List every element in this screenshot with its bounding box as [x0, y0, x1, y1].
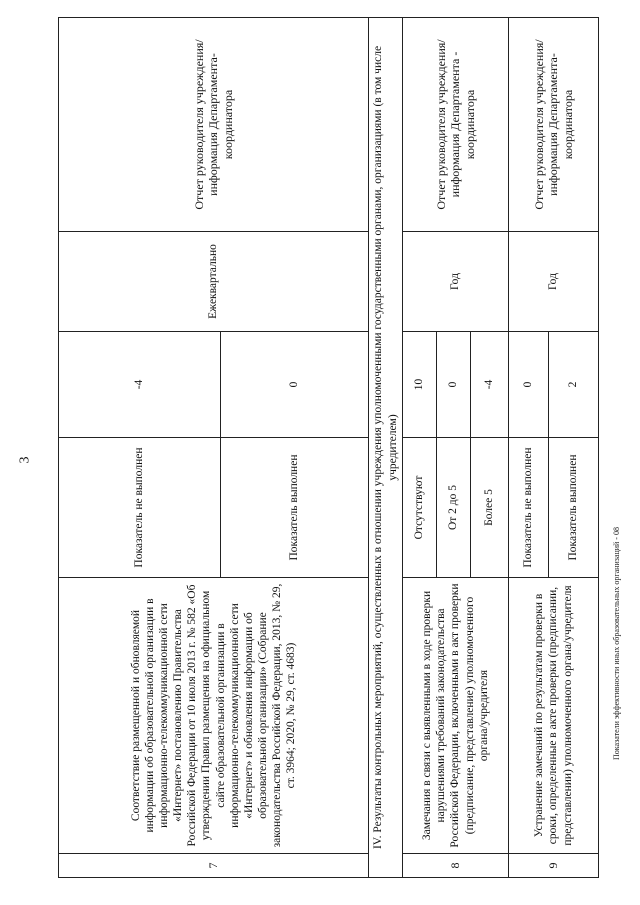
source-cell: Отчет руководителя учреждения/информация Департамента-координатора	[509, 18, 599, 232]
score-cell: 0	[509, 332, 549, 438]
table-row	[509, 18, 549, 878]
source-cell: Отчет руководителя учреждения/информация Департамента - координатора	[403, 18, 509, 232]
source-cell: Отчет руководителя учреждения/информация Департамента-координатора	[59, 18, 369, 232]
condition-cell: Более 5	[471, 438, 509, 578]
row-number: 8	[403, 854, 509, 878]
score-cell: -4	[471, 332, 509, 438]
period-cell: Год	[403, 232, 509, 332]
criterion-cell: Замечания в связи с выявленными в ходе проверки нарушениями требований законодательства Российской Федерации, включенными в акт проверки (предписание, представление) уполномоченного органа/учредителя	[403, 578, 509, 854]
score-cell: 2	[549, 332, 599, 438]
condition-cell: Показатель выполнен	[549, 438, 599, 578]
table-row	[59, 18, 221, 878]
period-cell: Год	[509, 232, 599, 332]
condition-cell: От 2 до 5	[437, 438, 471, 578]
page-number: 3	[17, 456, 33, 464]
condition-cell: Показатель выполнен	[221, 438, 369, 578]
condition-cell: Отсутствуют	[403, 438, 437, 578]
score-cell: -4	[59, 332, 221, 438]
score-cell: 0	[221, 332, 369, 438]
condition-cell: Показатель не выполнен	[59, 438, 221, 578]
indicator-table-rotated	[58, 18, 598, 878]
condition-cell: Показатель не выполнен	[509, 438, 549, 578]
score-cell: 0	[437, 332, 471, 438]
score-cell: 10	[403, 332, 437, 438]
table-row	[403, 18, 437, 878]
indicator-table	[58, 17, 599, 878]
row-number: 9	[509, 854, 599, 878]
section-header-row	[369, 18, 403, 878]
page-footer: Показатели эффективности иных образовательных организаций - 08	[612, 527, 621, 760]
criterion-cell: Устранение замечаний по результатам проверки в сроки, определенные в акте проверки (предписании, представлении) уполномоченного органа/учредителя	[509, 578, 599, 854]
criterion-cell: Соответствие размещенной и обновляемой информации об образовательной организации в информационно-телекоммуникационной сети «Интернет» постановлению Правительства Российской Федерации от 10 июля 2013 г. № 582 «Об утверждении Правил размещения на официальном сайте образовательной организации в информационно-телекоммуникационной сети «Интернет» и обновления информации об образовательной организации» (Собрание законодательства Российской Федерации, 2013, № 29, ст. 3964; 2020, № 29, ст. 4683)	[59, 578, 369, 854]
section-heading: IV. Результаты контрольных мероприятий, осуществленных в отношении учреждения уполномоченными государственными органами, организациями (в том числе учредителем)	[369, 18, 403, 878]
row-number: 7	[59, 854, 369, 878]
period-cell: Ежеквартально	[59, 232, 369, 332]
